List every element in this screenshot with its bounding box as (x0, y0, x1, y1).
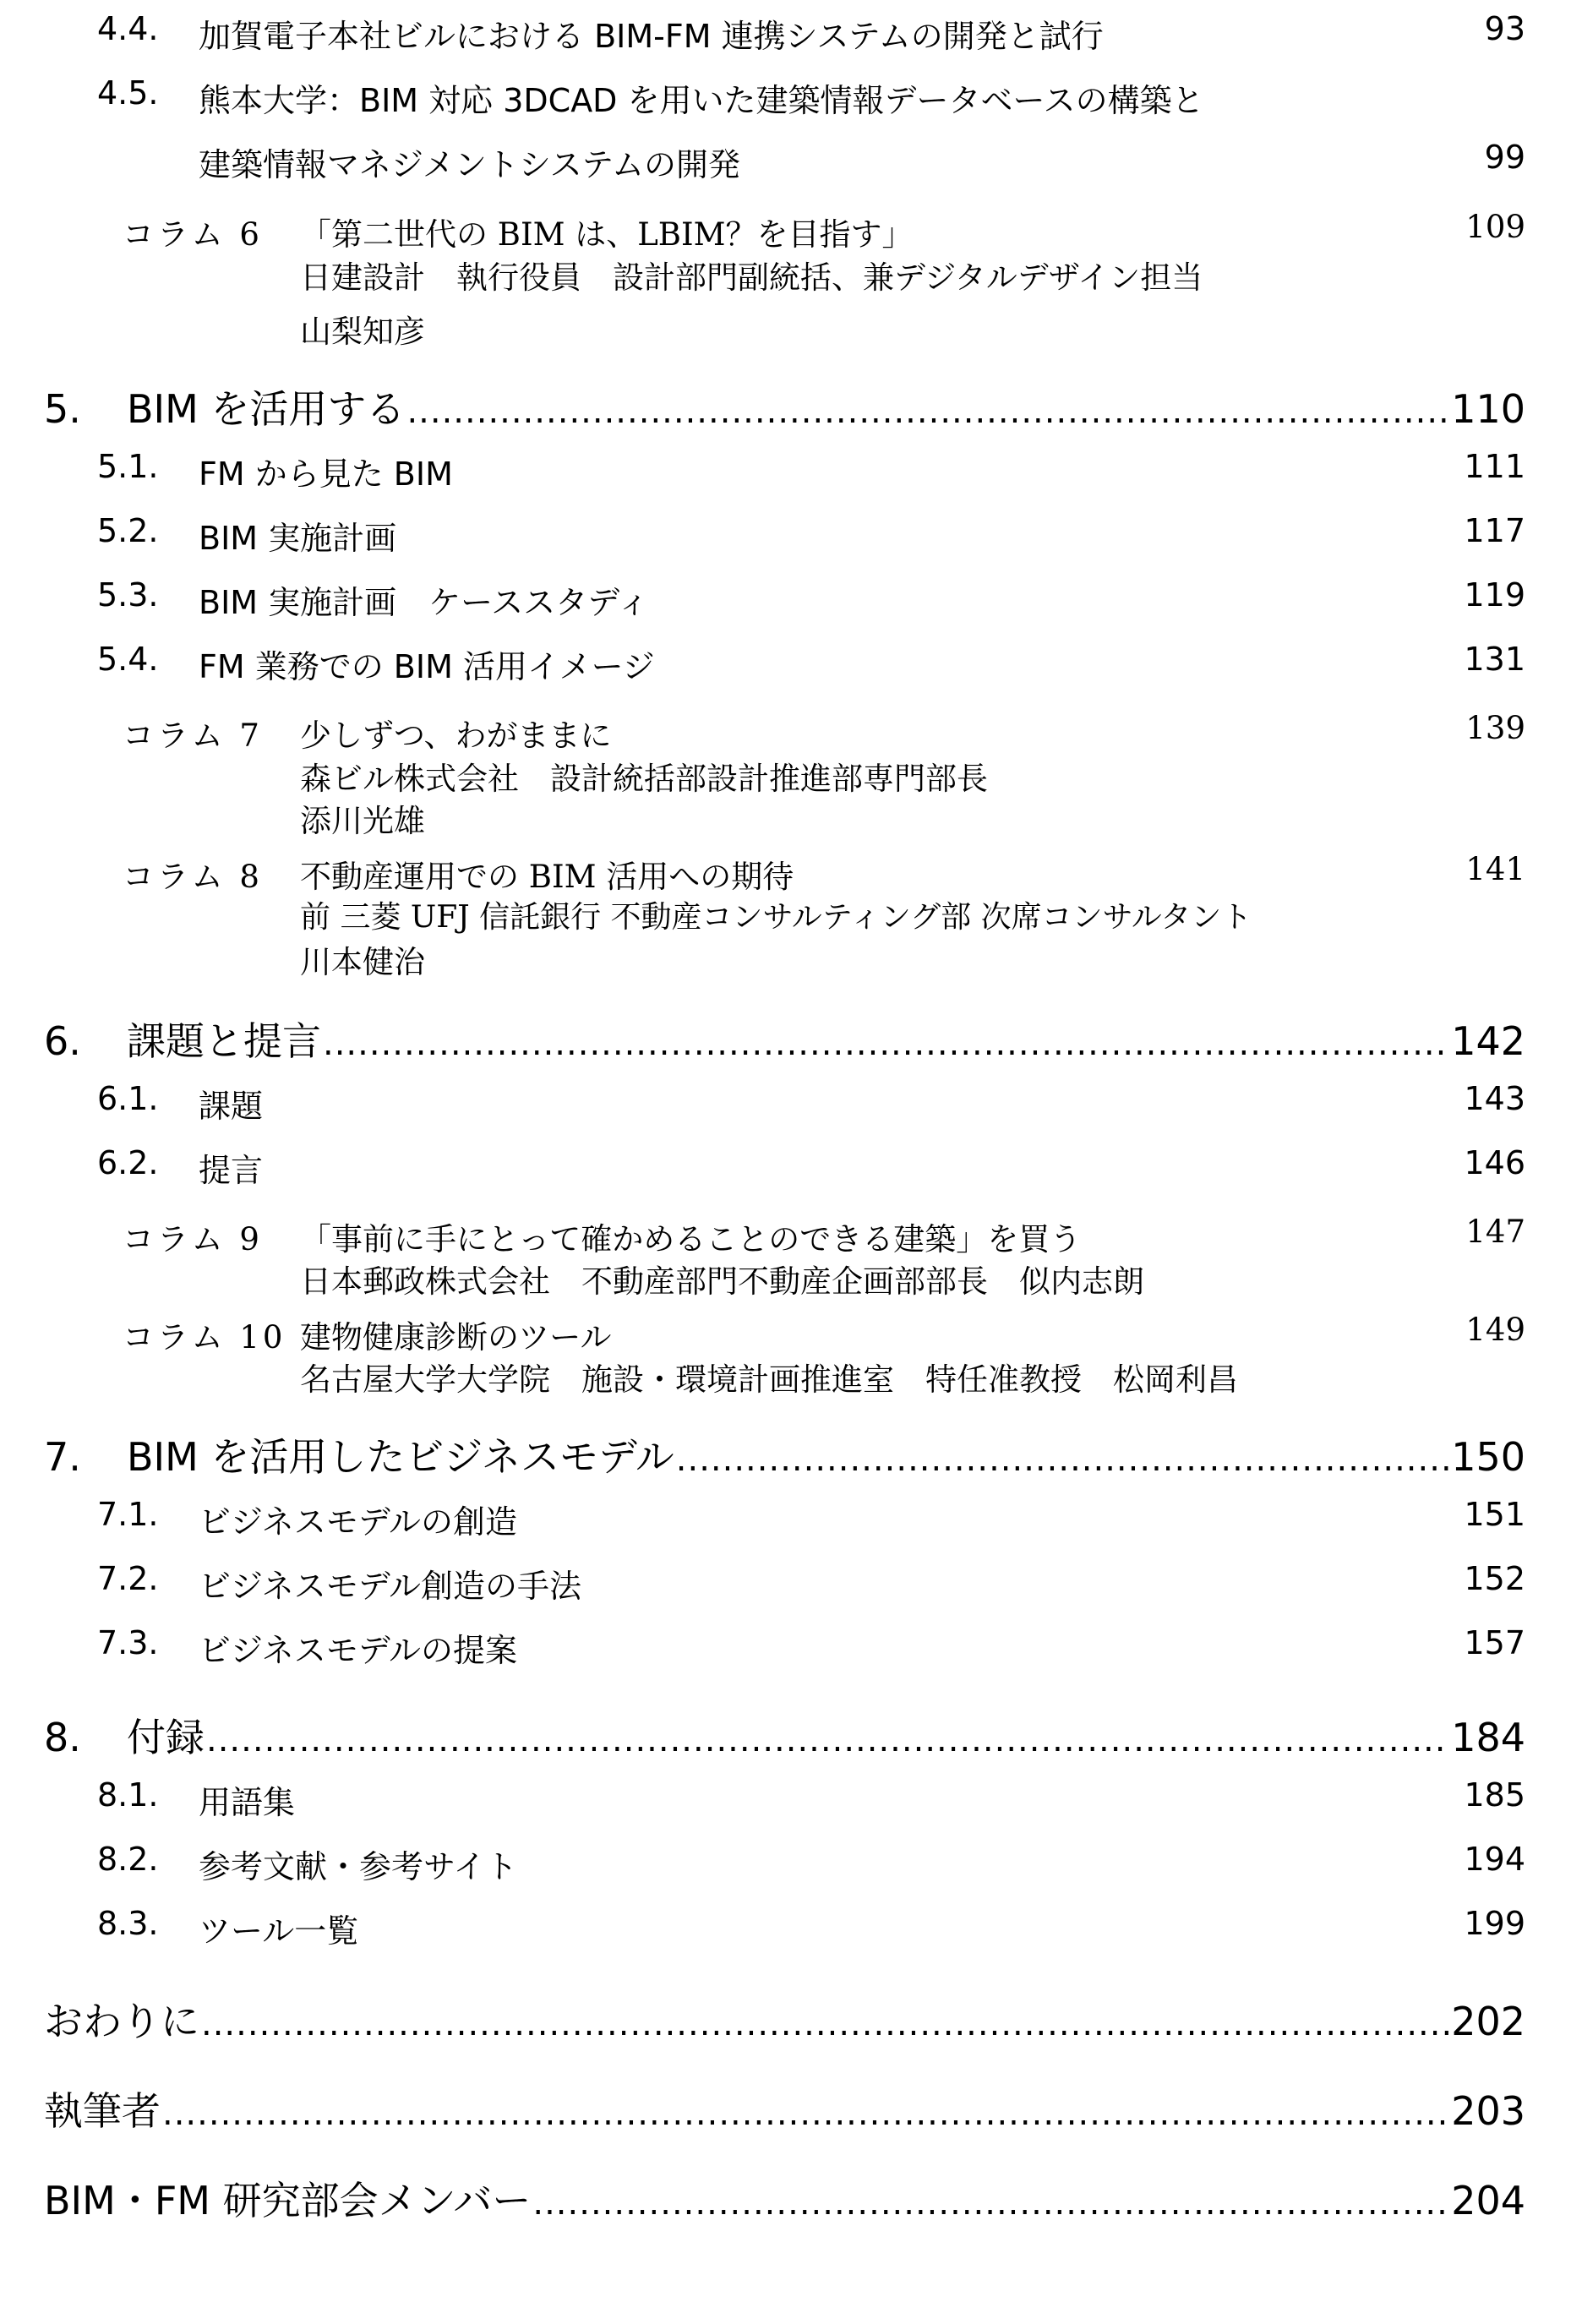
item-page: 185 (1464, 1776, 1525, 1814)
item-title: 課題 (199, 1088, 264, 1125)
item-number: 4.4. (97, 10, 159, 47)
item-page: 157 (1464, 1624, 1525, 1661)
entry-title: BIM・FM 研究部会メンバー (44, 2178, 532, 2223)
column-page: 141 (1465, 851, 1525, 887)
item-page: 93 (1484, 10, 1525, 47)
item-title: 熊本大学：BIM 対応 3DCAD を用いた建築情報データベースの構築と (199, 82, 1204, 119)
entry-page: 203 (1451, 2088, 1525, 2134)
item-number: 4.5. (97, 74, 159, 112)
item-number: 8.1. (97, 1776, 159, 1814)
dot-leader (206, 1721, 1449, 1759)
section-number: 6. (44, 1018, 81, 1064)
item-number: 7.2. (97, 1560, 159, 1597)
column-page: 139 (1465, 710, 1525, 746)
item-number: 8.2. (97, 1841, 159, 1878)
section-title: BIM を活用したビジネスモデル (127, 1434, 674, 1480)
item-number: 5.1. (97, 448, 159, 485)
item-title: ビジネスモデルの創造 (199, 1503, 517, 1541)
section-page: 110 (1451, 386, 1525, 432)
item-title: FM 業務での BIM 活用イメージ (199, 648, 655, 685)
column-title: 「事前に手にとって確かめることのできる建築」を買う (300, 1221, 1082, 1257)
column-label: コラム 7 (123, 717, 263, 754)
item-title: ビジネスモデルの提案 (199, 1632, 517, 1669)
column-label: コラム 10 (123, 1319, 286, 1356)
item-title: 用語集 (199, 1784, 296, 1821)
column-page: 147 (1465, 1214, 1525, 1250)
column-title: 不動産運用での BIM 活用への期待 (300, 859, 794, 895)
dot-leader (532, 2184, 1449, 2223)
toc-section-5[interactable] (44, 379, 1525, 434)
column-title: 少しずつ、わがままに (300, 717, 612, 754)
column-affiliation: 日本郵政株式会社 不動産部門不動産企画部部長 似内志朗 (300, 1263, 1144, 1300)
toc-entry-afterword[interactable] (44, 1991, 1525, 2047)
item-page: 151 (1464, 1496, 1525, 1533)
item-number: 5.2. (97, 512, 159, 549)
section-title: BIM を活用する (127, 386, 406, 432)
dot-leader (406, 392, 1449, 431)
toc-section-8[interactable] (44, 1707, 1525, 1763)
column-author: 山梨知彦 (300, 314, 425, 350)
section-page: 184 (1451, 1715, 1525, 1760)
column-label: コラム 8 (123, 859, 263, 895)
dot-leader (201, 2005, 1449, 2043)
item-number: 5.3. (97, 576, 159, 614)
column-author: 川本健治 (300, 944, 425, 980)
item-page: 194 (1464, 1841, 1525, 1878)
item-page: 131 (1464, 641, 1525, 678)
item-page: 111 (1464, 448, 1525, 485)
item-number: 7.1. (97, 1496, 159, 1533)
entry-page: 204 (1451, 2178, 1525, 2223)
section-title: 課題と提言 (127, 1018, 321, 1064)
column-affiliation: 日建設計 執行役員 設計部門副統括、兼デジタルデザイン担当 (300, 259, 1203, 296)
item-number: 6.1. (97, 1080, 159, 1117)
item-title-continued: 建築情報マネジメントシステムの開発 (199, 146, 741, 183)
item-title: FM から見た BIM (199, 456, 453, 493)
item-number: 6.2. (97, 1144, 159, 1181)
entry-title: 執筆者 (44, 2088, 161, 2134)
column-affiliation: 名古屋大学大学院 施設・環境計画推進室 特任准教授 松岡利昌 (300, 1361, 1238, 1398)
toc-entry-members[interactable] (44, 2170, 1525, 2226)
column-title: 「第二世代の BIM は、LBIM？を目指す」 (300, 216, 914, 253)
item-page: 199 (1464, 1905, 1525, 1942)
dot-leader (323, 1024, 1449, 1063)
item-title: BIM 実施計画 ケーススタディ (199, 584, 650, 621)
section-number: 5. (44, 386, 81, 432)
item-title: 提言 (199, 1152, 264, 1189)
item-title: 参考文献・参考サイト (199, 1848, 518, 1885)
item-page: 99 (1484, 139, 1525, 176)
dot-leader (162, 2094, 1449, 2133)
section-number: 8. (44, 1715, 81, 1760)
column-title: 建物健康診断のツール (300, 1319, 612, 1356)
item-title: BIM 実施計画 (199, 520, 397, 557)
section-page: 142 (1451, 1018, 1525, 1064)
item-page: 119 (1464, 576, 1525, 614)
item-page: 146 (1464, 1144, 1525, 1181)
item-page: 143 (1464, 1080, 1525, 1117)
item-title: ビジネスモデル創造の手法 (199, 1568, 581, 1605)
section-page: 150 (1451, 1434, 1525, 1480)
column-affiliation: 前 三菱 UFJ 信託銀行 不動産コンサルティング部 次席コンサルタント (300, 900, 1252, 935)
item-page: 117 (1464, 512, 1525, 549)
item-title: ツール一覧 (199, 1912, 359, 1950)
item-page: 152 (1464, 1560, 1525, 1597)
item-number: 8.3. (97, 1905, 159, 1942)
item-title: 加賀電子本社ビルにおける BIM-FM 連携システムの開発と試行 (199, 18, 1104, 55)
toc-section-6[interactable] (44, 1011, 1525, 1067)
entry-title: おわりに (44, 1999, 199, 2044)
column-label: コラム 9 (123, 1221, 263, 1257)
section-title: 付録 (127, 1715, 205, 1760)
column-page: 149 (1465, 1312, 1525, 1348)
item-number: 7.3. (97, 1624, 159, 1661)
item-number: 5.4. (97, 641, 159, 678)
column-author: 添川光雄 (300, 803, 425, 839)
entry-page: 202 (1451, 1999, 1525, 2044)
column-affiliation: 森ビル株式会社 設計統括部設計推進部専門部長 (300, 761, 988, 797)
toc-section-7[interactable] (44, 1427, 1525, 1482)
column-page: 109 (1465, 209, 1525, 245)
column-label: コラム 6 (123, 216, 263, 253)
section-number: 7. (44, 1434, 81, 1480)
dot-leader (676, 1440, 1449, 1479)
toc-entry-authors[interactable] (44, 2081, 1525, 2136)
